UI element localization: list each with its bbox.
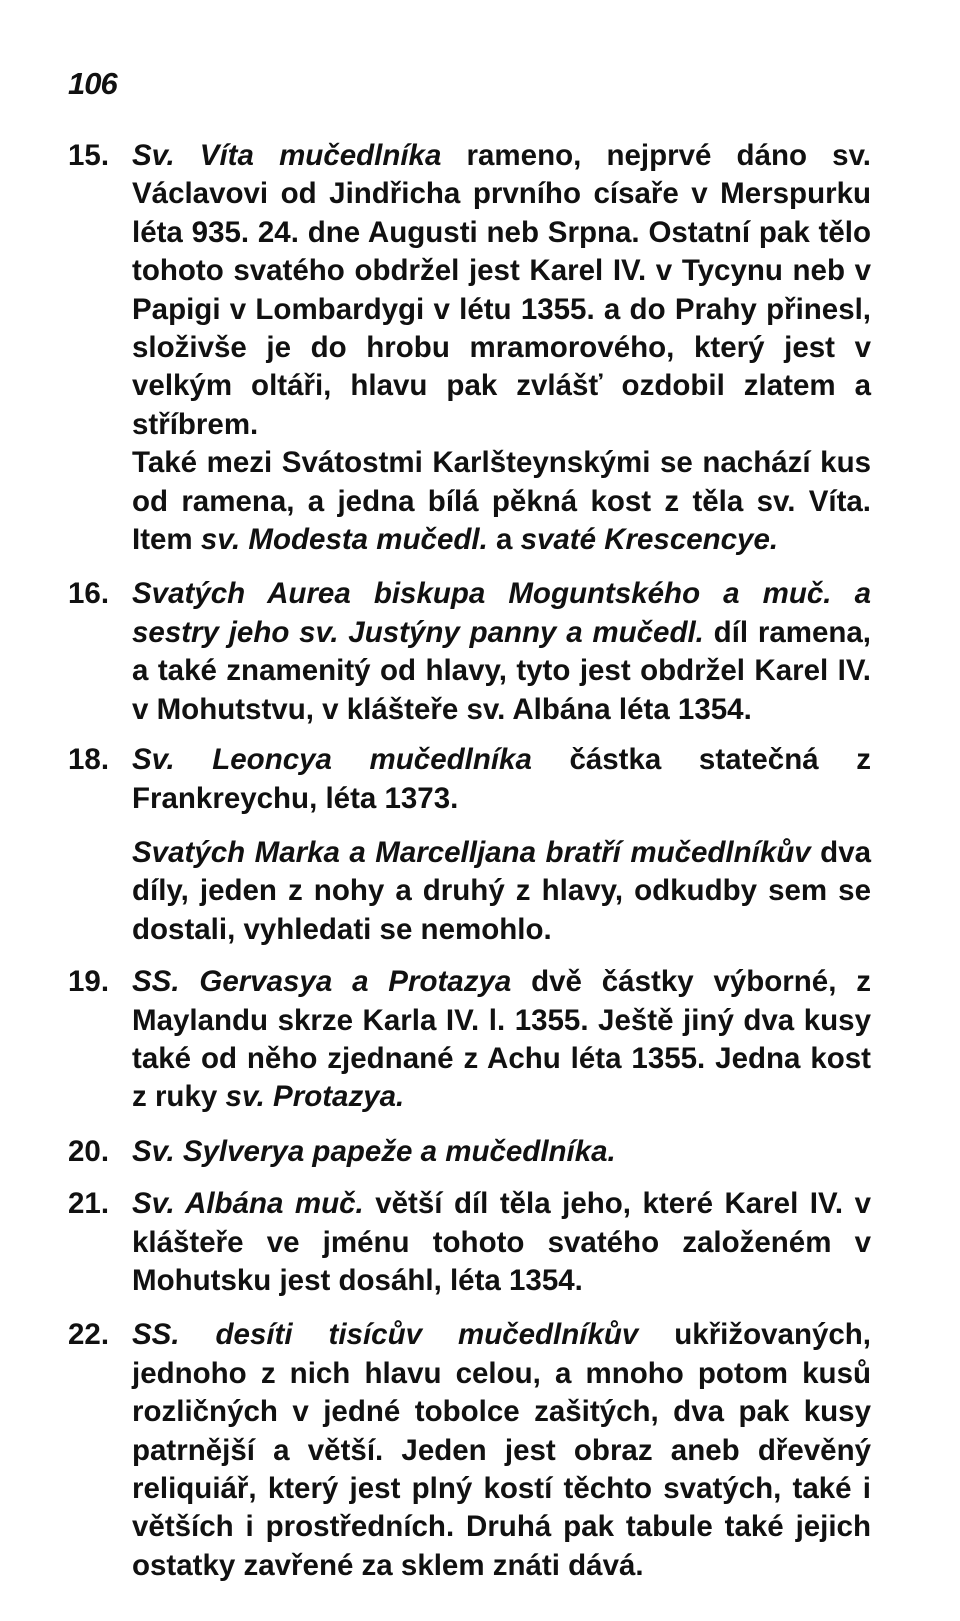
entry-22 — [68, 1316, 871, 1585]
relic-list — [68, 137, 871, 1585]
entry-paragraph — [132, 1185, 871, 1300]
entry-number: 15. — [68, 139, 110, 172]
saint-name: Sv. Albána muč. — [132, 1187, 364, 1221]
entry-number: 19. — [68, 965, 110, 999]
entry-number: 21. — [68, 1187, 110, 1221]
entry-paragraph — [132, 741, 871, 818]
entry-paragraph — [132, 444, 871, 559]
entry-text: větší díl těla jeho, které Karel IV. v klášteře ve jménu tohoto svatého založeném v Mohutsku jest dosáhl, léta 1354. — [132, 1187, 871, 1297]
saint-name: Sv. Sylverya papeže a mučedlníka. — [132, 1134, 616, 1168]
entry-paragraph — [132, 137, 871, 444]
entry-number: 22. — [68, 1318, 110, 1352]
entry-text: rameno, nejprvé dáno sv. Václavovi od Jindřicha prvního císaře v Merspurku léta 935. 24. dne Augusti neb Srpna. Ostatní pak tělo tohoto svatého obdržel jest Karel IV. v Tycynu neb v Papigi v Lombardygi v létu 1355. a do Prahy přinesl, složivše je do hrobu mramorového, který jest v velkým oltáři, hlavu pak zvlášť ozdobil zlatem a stříbrem. — [132, 139, 871, 441]
entry-text: dva díly, jeden z nohy a druhý z hlavy, odkudby sem se dostali, vyhledati se nemohlo. — [132, 835, 872, 946]
entry-21 — [68, 1185, 871, 1300]
saint-name: SS. desíti tisícův mučedlníkův — [132, 1318, 639, 1352]
entry-text: ukřižovaných, jednoho z nich hlavu celou, a mnoho potom kusů rozličných v jedné tobolce zašitých, dva pak kusy patrnější a větší. Jeden jest obraz aneb dřevěný reliquiář, který jest plný kostí těchto svatých, také i větších i prostředních. Druhá pak tabule také jejich ostatky zavřené za sklem znáti dává. — [132, 1318, 872, 1582]
saint-name: Svatých Marka a Marcelljana bratří mučedlníkův — [132, 835, 811, 869]
saint-name: sv. Modesta mučedl. — [200, 523, 488, 557]
entry-paragraph — [132, 575, 871, 729]
entry-text: díl ramena, a také znamenitý od hlavy, tyto jest obdržel Karel IV. v Mohutstvu, v klášteře sv. Albána léta 1354. — [132, 615, 872, 726]
entry-number: 16. — [68, 577, 110, 611]
entry-paragraph — [132, 1133, 871, 1171]
saint-name: Sv. Leoncya mučedlníka — [132, 743, 532, 777]
entry-20 — [68, 1133, 871, 1171]
entry-paragraph — [132, 1316, 871, 1585]
page-number: 106 — [68, 66, 117, 101]
saint-name: svaté Krescencye. — [520, 523, 779, 557]
entry-number: 18. — [68, 743, 110, 777]
entry-16 — [68, 575, 871, 729]
saint-name: Svatých Aurea biskupa Moguntského a muč. a sestry jeho sv. Justýny panny a mučedl. — [132, 577, 871, 649]
entry-text: Také mezi Svátostmi Karlšteynskými se nachází kus od ramena, a jedna bílá pěkná kost z těla sv. Víta. Item — [132, 446, 871, 557]
entry-paragraph — [132, 834, 871, 949]
saint-name: Sv. Víta mučedlníka — [132, 139, 442, 172]
entry-15 — [68, 137, 871, 559]
saint-name: sv. Protazya. — [225, 1080, 405, 1114]
entry-unnumbered — [68, 834, 871, 949]
saint-name: SS. Gervasya a Protazya — [132, 965, 512, 999]
entry-text: částka statečná z Frankreychu, léta 1373. — [132, 743, 871, 815]
entry-paragraph — [132, 963, 871, 1117]
entry-number: 20. — [68, 1134, 110, 1168]
entry-text: dvě částky výborné, z Maylandu skrze Karla IV. l. 1355. Ještě jiný dva kusy také od něho zjednané z Achu léta 1355. Jedna kost z ruky — [132, 965, 871, 1114]
entry-19 — [68, 963, 871, 1117]
entry-18 — [68, 741, 871, 818]
entry-text: a — [487, 523, 521, 557]
